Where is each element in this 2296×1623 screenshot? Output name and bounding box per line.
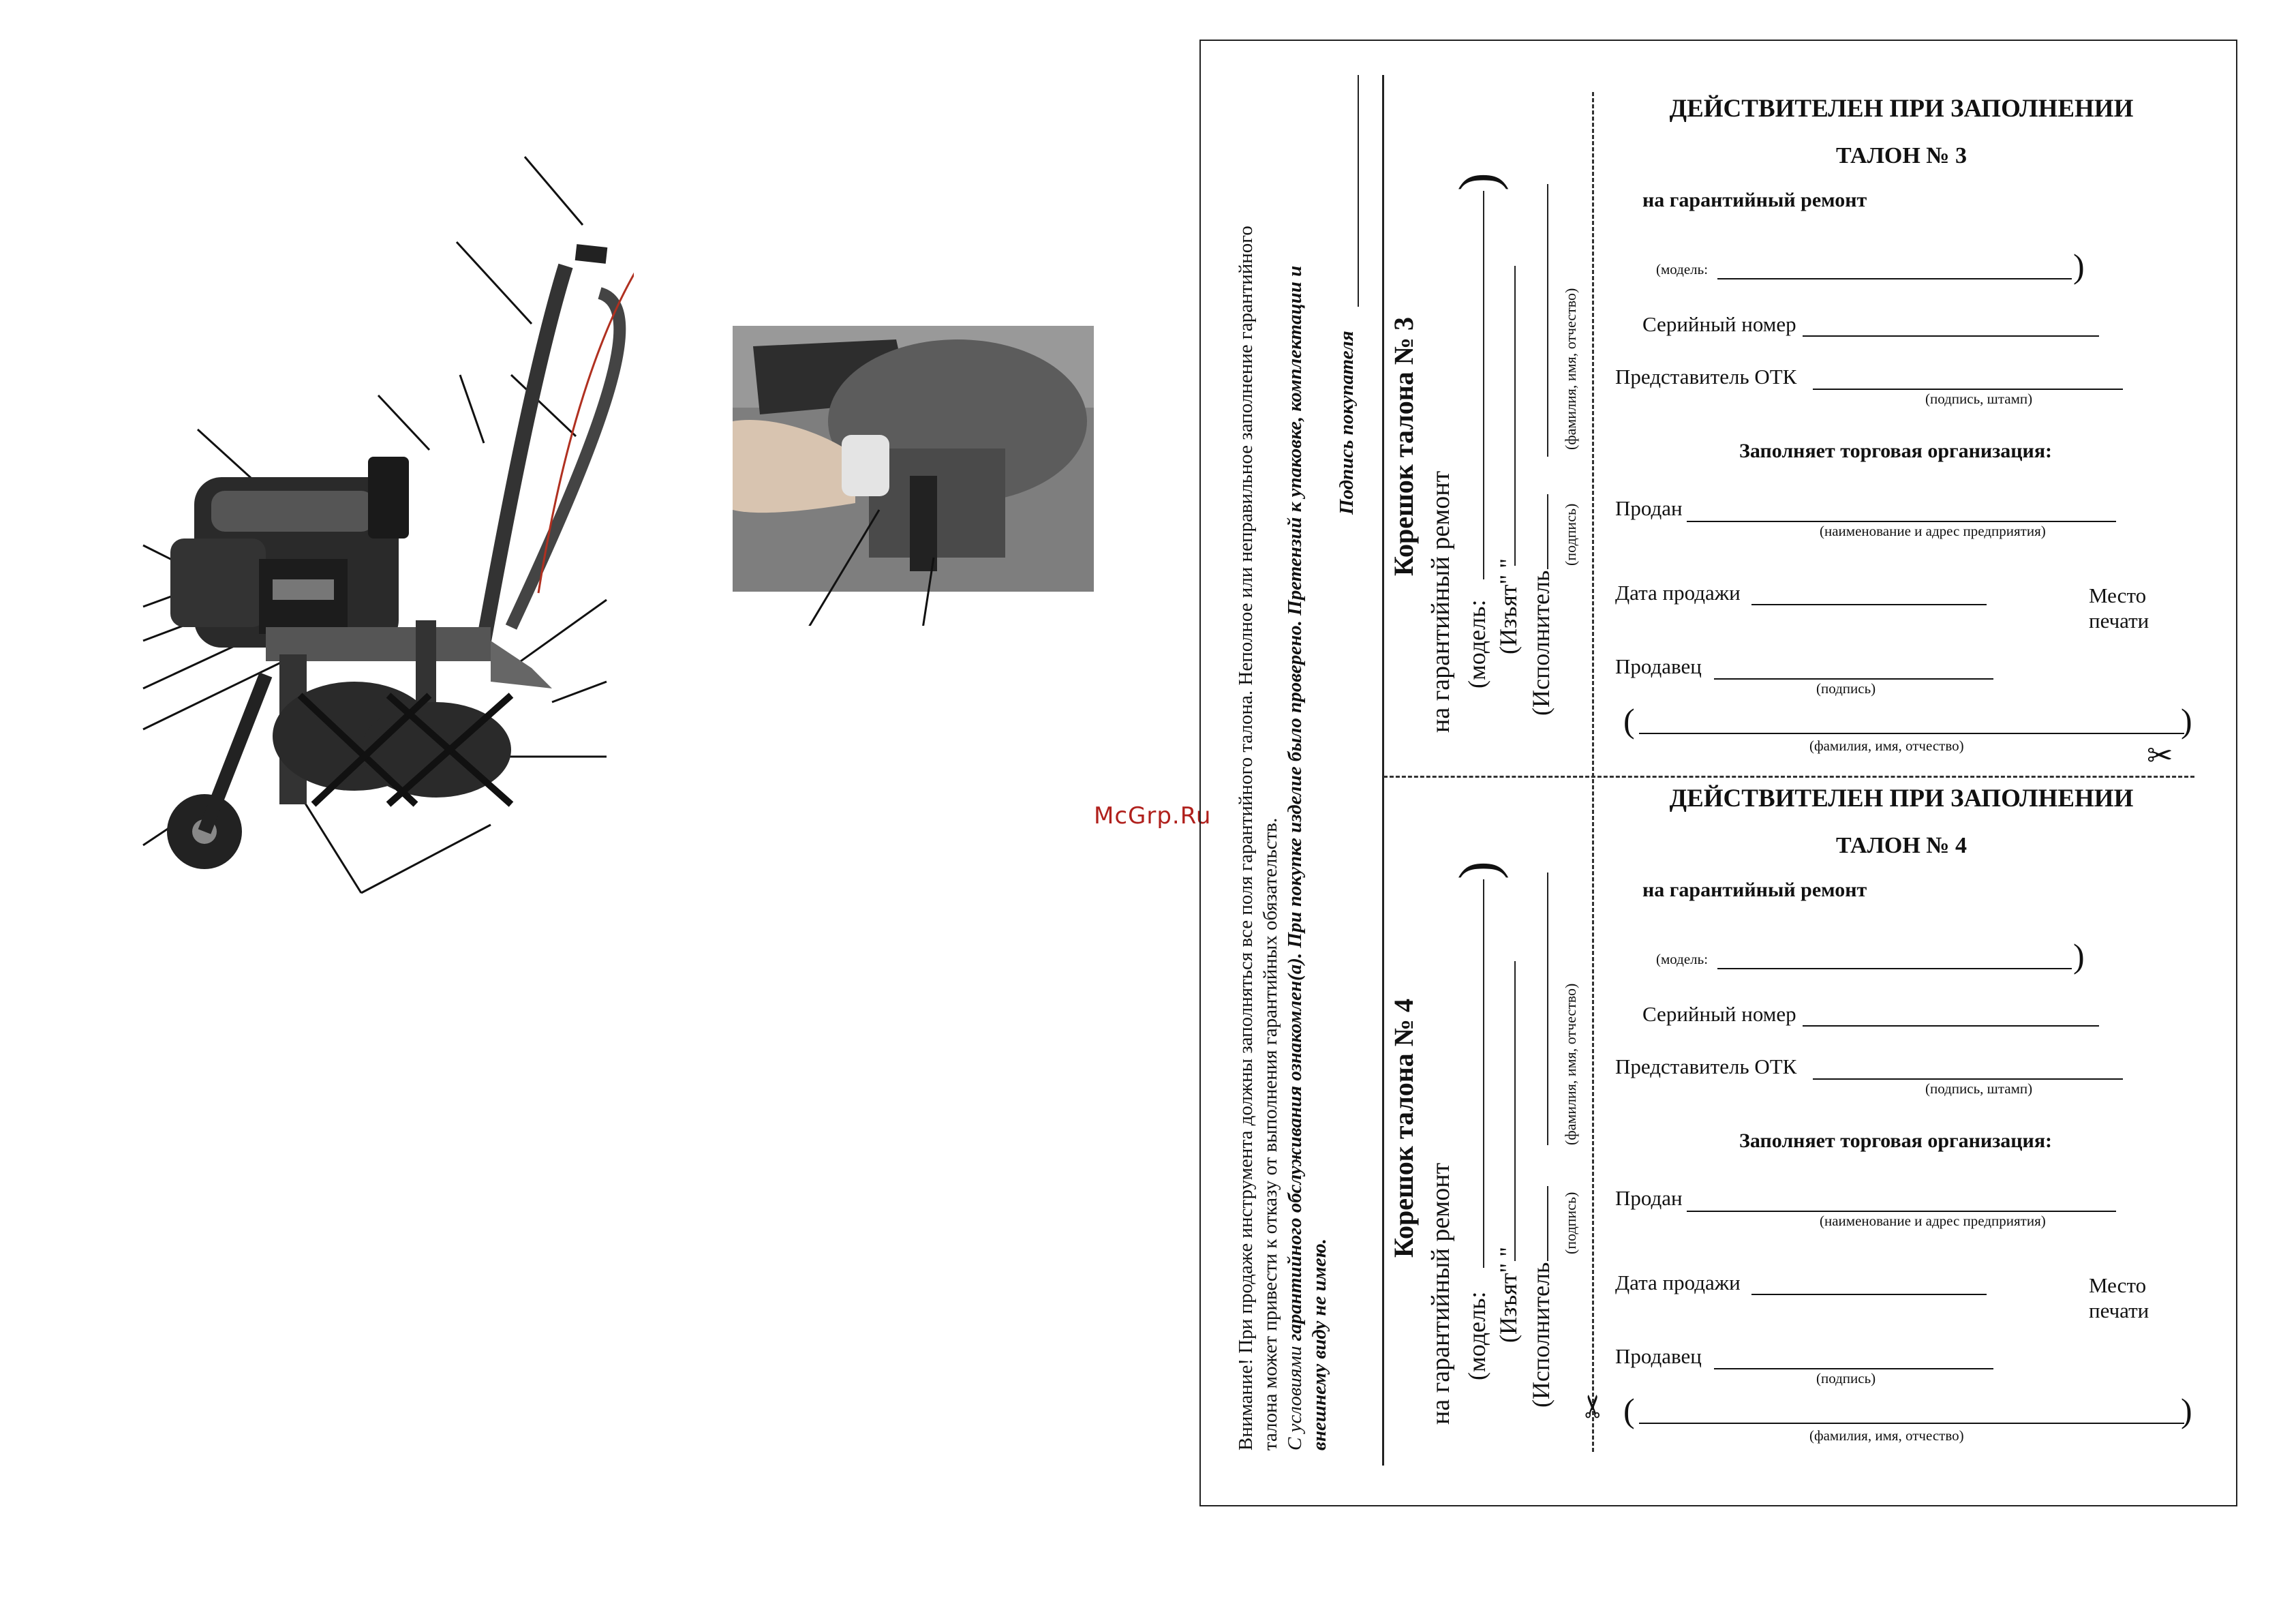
ticket-4-date-label: Дата продажи [1615,1271,1741,1294]
stub-3-seized: (Изъят" " [1495,558,1522,654]
scissors-icon: ✂ [2147,737,2173,774]
warning-line-3b: гарантийного обслуживания ознакомлен(а). При покупке изделие было проверено. Претензий к упаковке, комплектации и [1284,265,1306,1341]
ticket-3-serial-line [1803,335,2099,337]
ticket-4-trade-heading: Заполняет торговая организация: [1739,1129,2053,1152]
stub-4-executor: (Исполнитель [1527,1262,1555,1408]
ticket-4-sold-label: Продан [1615,1186,1683,1210]
ticket-3-sold-line [1687,521,2116,522]
stub-3-subtitle: на гарантийный ремонт [1426,470,1455,733]
ticket-3-trade-heading: Заполняет торговая организация: [1739,440,2053,462]
buyer-signature-line [1358,75,1359,307]
ticket-4-purpose: на гарантийный ремонт [1642,879,1867,901]
ticket-4-model-line [1717,968,2072,969]
stub-4-signature-caption: (подпись) [1562,1192,1579,1254]
stub-4-seized-line [1514,961,1516,1261]
ticket-4-seller-label: Продавец [1615,1344,1702,1368]
ticket-3-otk-line [1813,389,2123,390]
stub-4-model: (модель: [1463,1291,1490,1380]
stub-separator [1382,75,1384,1466]
warning-line-4: внешнему виду не имею. [1308,1238,1330,1451]
ticket-3-name-line [1639,733,2184,734]
ticket-4-serial-line [1803,1025,2099,1027]
ticket-4-model-paren: ) [2073,937,2085,975]
warning-line-3a: С условиями [1284,1346,1306,1451]
ticket-4-heading: ДЕЙСТВИТЕЛЕН ПРИ ЗАПОЛНЕНИИ [1669,785,2134,813]
warning-text [1234,74,1332,1451]
engine-oil-cap-photo [733,326,1094,626]
stub-3-seized-line [1514,266,1516,566]
ticket-4-number: ТАЛОН № 4 [1836,833,1967,858]
stub-4-title: Корешок талона № 4 [1388,999,1419,1258]
ticket-3-stamp-2: печати [2089,609,2149,633]
stub-4-name-line [1547,873,1548,1145]
stub-3-executor: (Исполнитель [1527,570,1555,716]
ticket-3-date-line [1751,604,1987,605]
ticket-3-name-paren-close: ) [2181,701,2192,740]
stub-4-model-line [1483,879,1484,1268]
ticket-3-seller-line [1714,678,1993,680]
stub-4-name-caption: (фамилия, имя, отчество) [1562,983,1579,1145]
stub-4-executor-line [1547,1186,1548,1261]
stub-3-model-paren: ) [1449,172,1509,191]
ticket-3-otk-label: Представитель ОТК [1615,365,1797,389]
watermark: McGrp.Ru [1094,802,1212,830]
ticket-3-stamp-1: Место [2089,583,2147,607]
stub-3-executor-line [1547,494,1548,569]
ticket-3-serial-label: Серийный номер [1642,312,1796,336]
ticket-3-date-label: Дата продажи [1615,581,1741,605]
ticket-4-serial-label: Серийный номер [1642,1002,1796,1026]
ticket-3-otk-caption: (подпись, штамп) [1925,391,2033,407]
stub-3-name-line [1547,184,1548,457]
ticket-3-name-caption: (фамилия, имя, отчество) [1809,738,1964,754]
stub-3-title: Корешок талона № 3 [1388,317,1419,576]
stub-3-name-caption: (фамилия, имя, отчество) [1562,288,1579,450]
scissors-icon: ✂ [1574,1393,1612,1420]
stub-3-signature-caption: (подпись) [1562,503,1579,566]
ticket-4-otk-caption: (подпись, штамп) [1925,1080,2033,1097]
buyer-signature-label: Подпись покупателя [1336,331,1358,515]
ticket-3-sold-caption: (наименование и адрес предприятия) [1820,523,2046,539]
stub-3-model-line [1483,191,1484,579]
ticket-3-name-paren-open: ( [1623,701,1635,740]
ticket-4-seller-caption: (подпись) [1816,1370,1876,1386]
ticket-4-stamp-1: Место [2089,1273,2147,1297]
ticket-4-model-label: (модель: [1656,951,1709,967]
ticket-4-sold-caption: (наименование и адрес предприятия) [1820,1213,2046,1229]
warning-line-2: талона может привести к отказу от выполнения гарантийных обязательств. [1259,817,1281,1451]
ticket-4-date-line [1751,1294,1987,1295]
ticket-4-otk-line [1813,1078,2123,1080]
ticket-4-seller-line [1714,1368,1993,1369]
ticket-3-sold-label: Продан [1615,496,1683,520]
ticket-3-model-label: (модель: [1656,261,1709,277]
ticket-4-sold-line [1687,1211,2116,1212]
warning-line-1: Внимание! При продаже инструмента должны заполняться все поля гарантийного талона. Неполное или неправильное заполнение гарантийного [1235,226,1257,1451]
warning-line-3 [1283,74,1307,1451]
stub-4-subtitle: на гарантийный ремонт [1426,1162,1455,1425]
stub-4-seized: (Изъят" " [1495,1247,1522,1343]
ticket-4-name-paren-open: ( [1623,1391,1635,1429]
ticket-4-name-line [1639,1423,2184,1424]
cut-line-horizontal [1383,776,2194,778]
ticket-4-name-paren-close: ) [2181,1391,2192,1429]
ticket-3-model-line [1717,278,2072,279]
stub-3-model: (модель: [1463,599,1490,688]
ticket-3-number: ТАЛОН № 3 [1836,143,1967,168]
stub-4-model-paren: ) [1449,861,1509,879]
ticket-3-purpose: на гарантийный ремонт [1642,189,1867,211]
ticket-4-name-caption: (фамилия, имя, отчество) [1809,1427,1964,1444]
cut-line-vertical [1592,92,1594,1452]
ticket-3-seller-label: Продавец [1615,654,1702,678]
ticket-4-stamp-2: печати [2089,1299,2149,1322]
ticket-3-model-paren: ) [2073,247,2085,285]
cultivator-illustration [129,150,634,947]
ticket-4-otk-label: Представитель ОТК [1615,1055,1797,1078]
ticket-3-seller-caption: (подпись) [1816,680,1876,697]
ticket-3-heading: ДЕЙСТВИТЕЛЕН ПРИ ЗАПОЛНЕНИИ [1669,95,2134,123]
